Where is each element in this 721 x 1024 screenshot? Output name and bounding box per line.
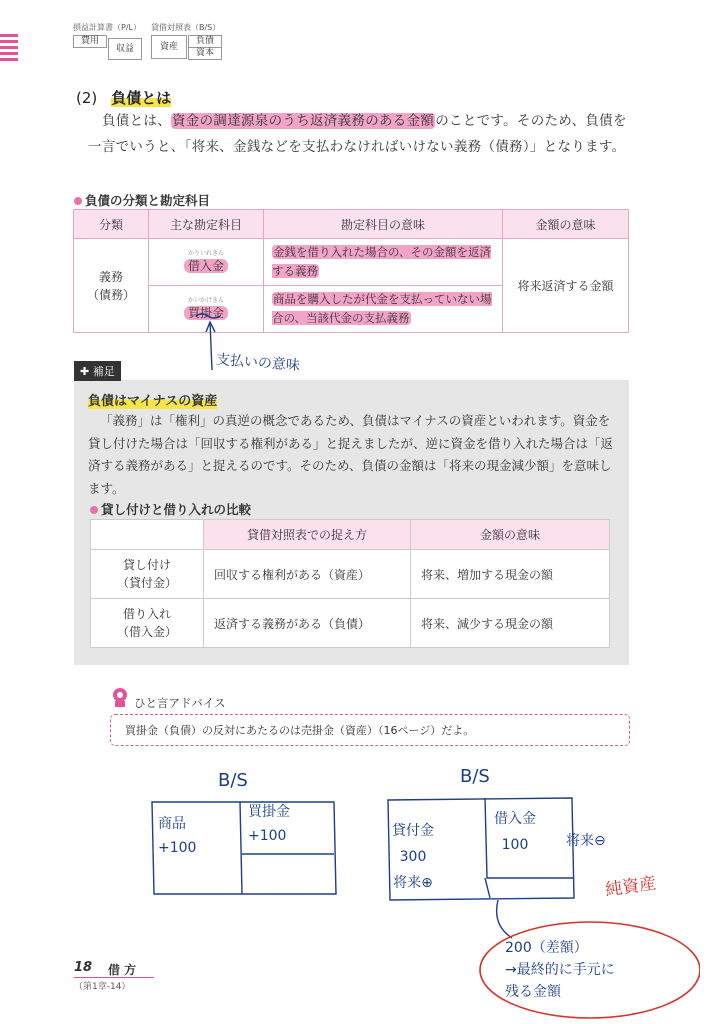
pl-revenue-cell: 収益 (108, 38, 142, 60)
table2-row-label: 貸し付け （貸付金） (91, 550, 204, 599)
bs-left-liabilities: 買掛金 +100 (248, 804, 290, 844)
bs-label: 貸借対照表（B/S） (151, 23, 221, 32)
bullet-icon (74, 197, 82, 205)
chapter-title: 借 方 (108, 963, 137, 977)
pl-label: 損益計算書（P/L） (73, 23, 141, 32)
table1-caption (74, 191, 210, 209)
footer-rule (74, 977, 154, 978)
table1-header: 主な勘定科目 (149, 210, 264, 239)
chapter-ref: （第1章-14） (74, 982, 131, 992)
para-rest: のことです。そのため、負債を一言でいうと、「将来、金銭などを支払わなければいけない義務（債務）」となります。 (88, 113, 627, 155)
bs-left-title: B/S (218, 770, 248, 791)
account-meaning: 商品を購入したが代金を支払っていない場合の、当該代金の支払義務 (272, 292, 492, 325)
table1-account-cell (149, 239, 264, 286)
table2-view: 返済する義務がある（負債） (204, 599, 411, 648)
account-name: 買掛金 (184, 306, 228, 320)
advice-box (110, 714, 630, 746)
table1-header: 金額の意味 (503, 210, 629, 239)
table2-caption-text: 貸し付けと借り入れの比較 (101, 502, 252, 517)
account-name: 借入金 (184, 259, 228, 273)
bs-left-assets: 商品 +100 (158, 816, 197, 856)
bs-capital-cell: 資本 (188, 47, 222, 60)
table2-meaning: 将来、増加する現金の額 (411, 550, 610, 599)
supplement-title: 負債はマイナスの資産 (88, 390, 217, 409)
advisor-icon (111, 687, 129, 707)
table2-row-label: 借り入れ （借入金） (91, 599, 204, 648)
furigana: かいかけきん (187, 297, 224, 304)
chapter-tab-marker (0, 34, 18, 64)
advice-title: ひと言アドバイス (134, 696, 226, 710)
bs-asset-cell: 資産 (151, 35, 187, 59)
table1-meaning-cell (264, 239, 503, 286)
difference-note: 200（差額） →最終的に手元に 残る金額 (505, 940, 615, 1000)
table1-caption-text: 負債の分類と勘定科目 (85, 193, 211, 208)
supplement-label-text: 補足 (92, 365, 115, 378)
para-highlight: 資金の調達源泉のうち返済義務のある金額 (172, 113, 435, 129)
bullet-icon (90, 506, 98, 514)
section-title (76, 87, 171, 108)
advice-text: 買掛金（負債）の反対にあたるのは売掛金（資産）（16ページ）だよ。 (125, 724, 475, 737)
bs-right-note: 将来⊖ (566, 833, 606, 849)
liability-table (73, 209, 629, 333)
furigana: かりいれきん (187, 250, 224, 257)
handwritten-annotation: 支払いの意味 (215, 352, 301, 374)
table1-header: 分類 (74, 210, 149, 239)
comparison-table (90, 519, 610, 648)
table2-header: 貸借対照表での捉え方 (204, 520, 411, 550)
table2-caption (90, 500, 251, 518)
table2-meaning: 将来、減少する現金の額 (411, 599, 610, 648)
para-prefix: 負債とは、 (102, 113, 171, 129)
section-title-text: 負債とは (111, 89, 172, 107)
puzzle-icon: ✚ (80, 365, 90, 378)
table2-header: 金額の意味 (411, 520, 610, 550)
bs-right-assets: 貸付金 300 将来⊕ (392, 823, 434, 891)
account-meaning: 金銭を借り入れた場合の、その金額を返済する義務 (272, 245, 492, 278)
page-number: 18 (74, 960, 93, 975)
pl-cost-cell: 費用 (73, 35, 107, 48)
table2-view: 回収する権利がある（資産） (204, 550, 411, 599)
net-assets-label: 純資産 (604, 873, 658, 901)
bs-right-title: B/S (460, 766, 490, 787)
table1-header: 勘定科目の意味 (264, 210, 503, 239)
table1-amount-meaning: 将来返済する金額 (503, 239, 629, 333)
supplement-text: 「義務」は「権利」の真逆の概念であるため、負債はマイナスの資産といわれます。資金を貸し付けた場合は「回収する権利がある」と捉えましたが、逆に資金を借り入れた場合は「返済する義務がある」と捉えるのです。そのため、負債の金額は「将来の現金減少額」を意味します。 (88, 413, 614, 496)
section-paragraph (88, 108, 633, 160)
bs-liability-cell: 負債 (188, 35, 222, 48)
section-number: (2) (76, 89, 98, 107)
bs-right-liabilities: 借入金 100 (494, 811, 536, 853)
table2-header (91, 520, 204, 550)
table1-category: 義務 （債務） (74, 239, 149, 333)
supplement-label (74, 361, 121, 381)
